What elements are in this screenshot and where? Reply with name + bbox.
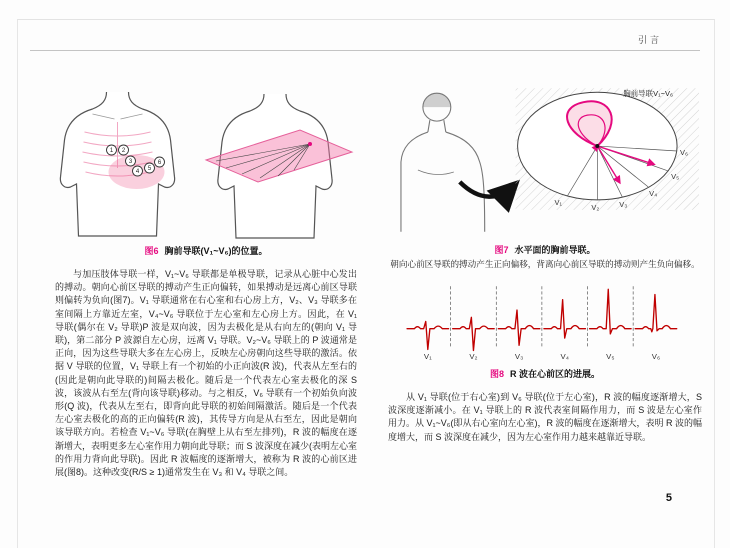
precordial-leads-label: 胸前导联V₁~V₆ <box>623 89 673 99</box>
figure7-illustration <box>388 82 702 234</box>
ecg-trace-v5 <box>590 289 631 334</box>
figure-8-caption <box>388 367 702 380</box>
electrode-number: 6 <box>157 160 162 167</box>
ecg-trace-v2 <box>453 317 494 350</box>
hair <box>423 93 451 107</box>
lead-label-v1: V₁ <box>554 197 562 207</box>
right-column <box>388 82 702 444</box>
header-rule <box>30 50 700 51</box>
figure-8-label: 图8 <box>489 369 504 379</box>
ecg-label-v4: V₄ <box>560 351 569 361</box>
lead-label-v2: V₂ <box>591 202 600 212</box>
ecg-label-v5: V₅ <box>606 351 615 361</box>
figure-7-caption <box>388 243 702 256</box>
ecg-trace-v6 <box>635 295 676 332</box>
heart-center-dot <box>595 144 599 148</box>
electrode-number: 3 <box>128 159 133 166</box>
figure8-ecg <box>405 282 685 363</box>
heart-center-dot <box>308 142 312 146</box>
figure-6-label: 图6 <box>144 246 159 256</box>
figure6-front-torso-illustration <box>55 88 183 240</box>
left-paragraph: 与加压肢体导联一样，V₁~V₆ 导联都是单极导联，记录从心脏中心发出的搏动。朝向心前区导联的搏动产生正向偏转，如果搏动是远离心前区导联则偏转为负向(图7)。V₁ 导联通常在右心室和右心房上方，V₂、V₃ 导联多在室间隔上方靠近左室，V₄~V₆ 导联位于左心室和左心房上方。因此，在 V₁ 导联(偶尔在 V₂ 导联)P 波是双向波，因为去极化是从右向左的(朝向 V₁ 导联)，第二部分 P 波源自左心房，远离 V₁ 导联。V₂~V₆ 导联上的 P 波通常是正向，因为这些导联大多在左心房上，反映左心房朝向这些导联的激活。依据 V 导联的位置，V₁ 导联上有一个初始的小正向波(R 波)，代表从左至右的(因此是朝向此导联的)间隔去极化。随后是一个代表左心室去极化的深 S 波，该波从右至左(背向该导联)移动。与之相反，V₆ 导联有一个初始负向波形(Q 波)，代表从左至右，即背向此导联的初始间隔激活。随后是一个代表左心室去极化的高的正向偏转(R 波)，其传导方向是从右至左，因此是朝向该导联方向。若检查 V₁~V₆ 导联(在胸壁上从右至左排列)，R 波的幅度在逐渐增大，表明更多左心室作用力朝向此导联；而 S 波深度在减少(表明左心室的作用力背向此导联)。因此 R 波幅度的逐渐增大，被称为 R 波的心前区进展(图8)。这种改变(R/S ≥ 1)通常发生在 V₃ 和 V₄ 导联之间。 <box>55 269 358 478</box>
lead-label-v5: V₅ <box>671 171 680 181</box>
lead-label-v4: V₄ <box>649 188 658 198</box>
projection-arrow <box>460 182 514 197</box>
ecg-lead-labels <box>424 352 660 361</box>
lead-label-v3: V₃ <box>619 199 628 209</box>
ecg-label-v2: V₂ <box>469 351 478 361</box>
figure-6-caption-text: 胸前导联(V₁~V₆)的位置。 <box>164 246 268 256</box>
ecg-label-v3: V₃ <box>514 351 524 361</box>
right-paragraph: 从 V₁ 导联(位于右心室)到 V₆ 导联(位于左心室)，R 波的幅度逐渐增大，S 波深度逐渐减小。在 V₁ 导联上的 R 波代表室间隔作用力，而 S 波是左心室作用力。从 V₁~V₆(即从右心室向左心室)，R 波的幅度在逐渐增大，表明 R 波的幅度增大，而 S 波深度在减少，因为左心室作用力越来越靠近导联。 <box>388 392 702 442</box>
ecg-label-v1: V₁ <box>423 351 432 361</box>
person-figure <box>401 93 485 232</box>
electrode-number: 1 <box>109 148 114 155</box>
left-column <box>55 82 357 479</box>
lead-label-v6: V₆ <box>680 148 689 158</box>
electrode-number: 4 <box>135 169 140 176</box>
page-number: 5 <box>665 492 672 504</box>
running-head: 引言 <box>637 35 662 45</box>
ecg-label-v6: V₆ <box>651 351 661 361</box>
figure-6-caption <box>55 244 357 257</box>
figure6-plane-torso-illustration <box>199 88 357 240</box>
figure-8-caption-text: R 波在心前区的进展。 <box>510 369 601 379</box>
electrode-number: 2 <box>121 148 126 155</box>
ecg-trace-v4 <box>544 300 585 338</box>
figure-7-label: 图7 <box>494 245 509 255</box>
electrode-number: 5 <box>147 166 152 173</box>
ecg-trace-v3 <box>498 310 539 345</box>
lead-separators <box>451 286 634 346</box>
figure-6 <box>55 82 357 240</box>
figure-7-caption-title: 水平面的胸前导联。 <box>514 245 596 255</box>
figure-7-caption-body: 朝向心前区导联的搏动产生正向偏移，背离向心前区导联的搏动则产生负向偏移。 <box>390 259 700 269</box>
ecg-trace-v1 <box>407 321 448 349</box>
